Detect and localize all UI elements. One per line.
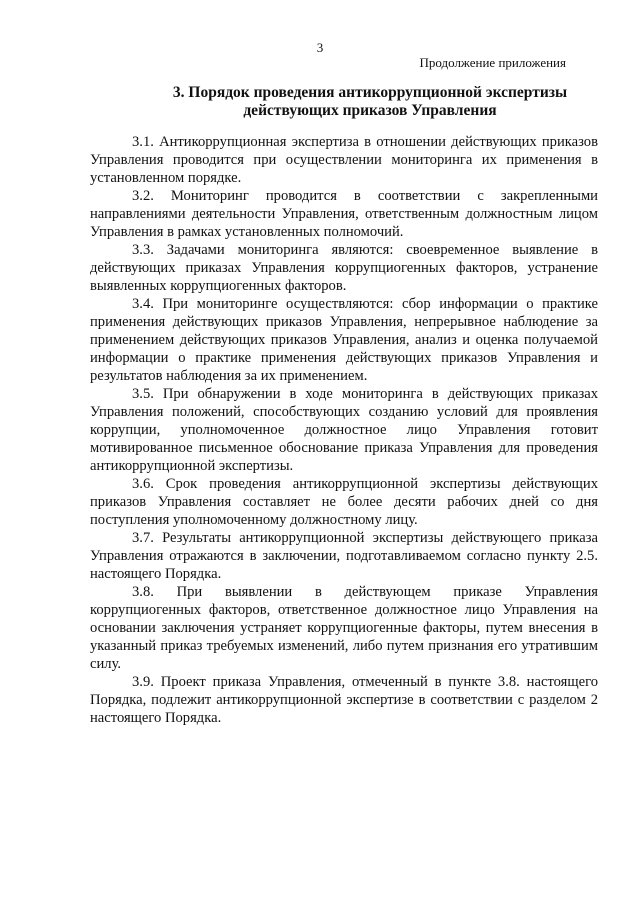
paragraph-3-9: 3.9. Проект приказа Управления, отмеченный в пункте 3.8. настоящего Порядка, подлежит антикоррупционной экспертизе в соответствии с разделом 2 настоящего Порядка. <box>90 674 598 726</box>
section-title-line-1: 3. Порядок проведения антикоррупционной экспертизы <box>172 84 568 101</box>
paragraph-3-5: 3.5. При обнаружении в ходе мониторинга в действующих приказах Управления положений, способствующих созданию условий для проявления коррупции, уполномоченное должностное лицо Управления готовит мотивированное письменное обоснование приказа Управления для проведения антикоррупционной экспертизы. <box>90 386 598 474</box>
document-body <box>90 133 598 727</box>
section-title <box>120 84 620 120</box>
paragraph-3-2: 3.2. Мониторинг проводится в соответствии с закрепленными направлениями деятельности Управления, ответственным должностным лицом Управления в рамках установленных полномочий. <box>90 188 598 240</box>
paragraph-3-3: 3.3. Задачами мониторинга являются: своевременное выявление в действующих приказах Управления коррупциогенных факторов, устранение выявленных коррупциогенных факторов. <box>90 242 598 294</box>
section-title-line-2: действующих приказов Управления <box>243 102 497 119</box>
continuation-label: Продолжение приложения <box>419 55 566 70</box>
paragraph-3-4: 3.4. При мониторинге осуществляются: сбор информации о практике применения действующих приказов Управления, непрерывное наблюдение за применением действующих приказов Управления, анализ и оценка получаемой информации о практике применения действующих приказов Управления и результатов наблюдения за их применением. <box>90 296 598 384</box>
page-number: 3 <box>316 40 324 55</box>
paragraph-3-1: 3.1. Антикоррупционная экспертиза в отношении действующих приказов Управления проводится при осуществлении мониторинга их применения в установленном порядке. <box>90 134 598 186</box>
paragraph-3-7: 3.7. Результаты антикоррупционной экспертизы действующего приказа Управления отражаются в заключении, подготавливаемом согласно пункту 2.5. настоящего Порядка. <box>90 530 598 582</box>
paragraph-3-6: 3.6. Срок проведения антикоррупционной экспертизы действующих приказов Управления составляет не более десяти рабочих дней со дня поступления уполномоченному должностному лицу. <box>90 476 598 528</box>
paragraph-3-8: 3.8. При выявлении в действующем приказе Управления коррупциогенных факторов, ответственное должностное лицо Управления на основании заключения устраняет коррупциогенные факторы, путем внесения в указанный приказ требуемых изменений, либо путем признания его утратившим силу. <box>90 584 598 672</box>
